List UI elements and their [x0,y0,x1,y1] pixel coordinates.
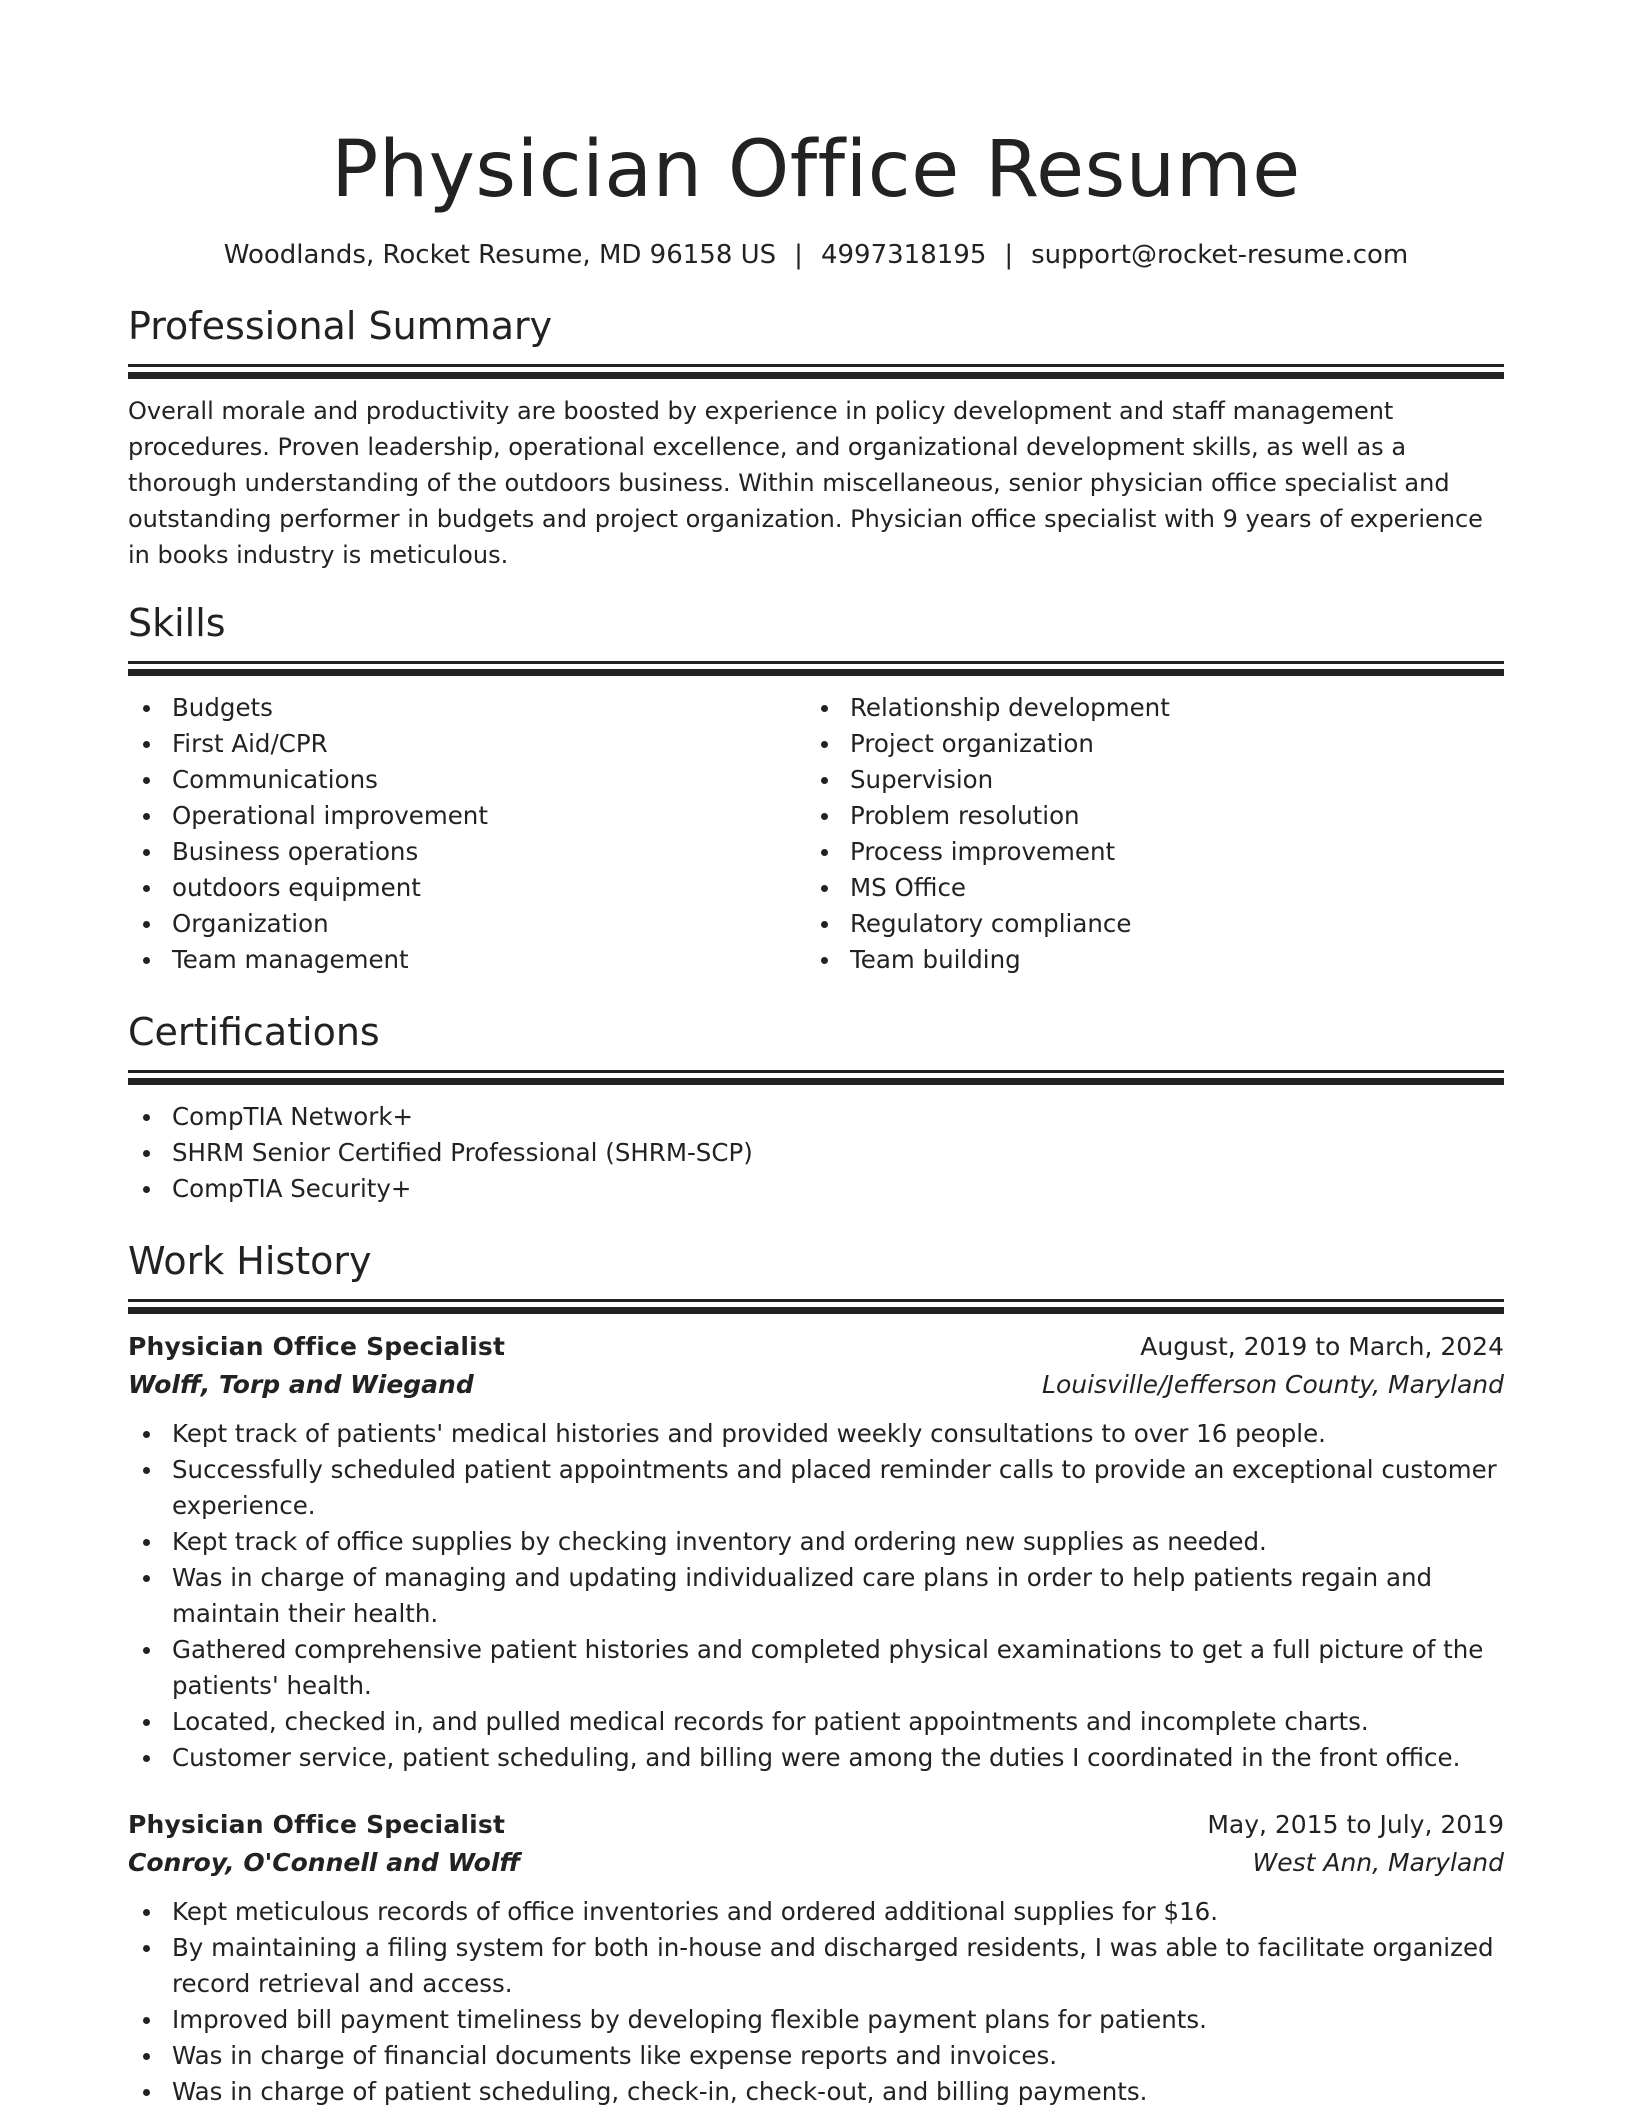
list-item: Gathered comprehensive patient histories and completed physical examinations to get a full picture of the patients' health. [128,1632,1504,1704]
section-divider [128,661,1504,664]
section-divider-thick [128,1307,1504,1314]
job-bullets [128,1416,1504,1776]
job-dates: May, 2015 to July, 2019 [1207,1810,1504,1839]
contact-address: Woodlands, Rocket Resume, MD 96158 US [223,240,777,270]
job-subheader [128,1844,1504,1882]
job-company: Wolff, Torp and Wiegand [128,1370,474,1399]
section-divider-thick [128,372,1504,379]
list-item: Problem resolution [806,798,1484,834]
section-title-work-history: Work History [128,1239,372,1283]
list-item: SHRM Senior Certified Professional (SHRM-SCP) [128,1135,1504,1171]
list-item: Successfully scheduled patient appointments and placed reminder calls to provide an exceptional customer experience. [128,1452,1504,1524]
skills-list-left [128,690,806,978]
list-item: Relationship development [806,690,1484,726]
job-title: Physician Office Specialist [128,1810,506,1839]
section-divider-thick [128,669,1504,676]
list-item: CompTIA Network+ [128,1099,1504,1135]
list-item: MS Office [806,870,1484,906]
list-item: Customer service, patient scheduling, and billing were among the duties I coordinated in the front office. [128,1740,1504,1776]
skills-list-right [806,690,1484,978]
job-location: West Ann, Maryland [1252,1848,1504,1877]
certifications-section [128,1008,1504,1207]
contact-phone: 4997318195 [820,240,987,270]
job-header [128,1806,1504,1844]
section-divider [128,1299,1504,1302]
list-item: Kept meticulous records of office inventories and ordered additional supplies for $16. [128,1894,1504,1930]
list-item: First Aid/CPR [128,726,806,762]
skills-section [128,599,1504,978]
contact-line [128,238,1504,272]
job-header [128,1328,1504,1366]
list-item: Project organization [806,726,1484,762]
list-item: Operational improvement [128,798,806,834]
list-item: Team management [128,942,806,978]
list-item: CompTIA Security+ [128,1171,1504,1207]
list-item: Budgets [128,690,806,726]
section-title-certifications: Certifications [128,1010,380,1054]
list-item: Was in charge of financial documents like expense reports and invoices. [128,2038,1504,2074]
job-subheader [128,1366,1504,1404]
list-item: Kept track of patients' medical histories and provided weekly consultations to over 16 people. [128,1416,1504,1452]
list-item: Organization [128,906,806,942]
summary-text: Overall morale and productivity are boosted by experience in policy development and staff management procedures. Proven leadership, operational excellence, and organizational development skills, as well as a thorough understanding of the outdoors business. Within miscellaneous, senior physician office specialist and outstanding performer in budgets and project organization. Physician office specialist with 9 years of experience in books industry is meticulous. [128,397,1483,569]
list-item: Communications [128,762,806,798]
contact-email: support@rocket-resume.com [1031,240,1409,270]
section-divider [128,1070,1504,1073]
job-entry [128,1806,1504,2110]
list-item: Team building [806,942,1484,978]
list-item: Process improvement [806,834,1484,870]
work-history-section [128,1237,1504,2110]
contact-separator: | [794,240,803,270]
job-location: Louisville/Jefferson County, Maryland [1042,1370,1504,1399]
page-title: Physician Office Resume [331,125,1301,215]
section-divider [128,364,1504,367]
list-item: Located, checked in, and pulled medical records for patient appointments and incomplete charts. [128,1704,1504,1740]
list-item: Business operations [128,834,806,870]
job-title: Physician Office Specialist [128,1332,506,1361]
section-divider-thick [128,1078,1504,1085]
list-item: Supervision [806,762,1484,798]
certifications-list [128,1099,1504,1207]
skills-columns [128,690,1504,978]
list-item: Kept track of office supplies by checking inventory and ordering new supplies as needed. [128,1524,1504,1560]
job-company: Conroy, O'Connell and Wolff [128,1848,521,1877]
job-entry [128,1328,1504,1776]
list-item: Was in charge of patient scheduling, check-in, check-out, and billing payments. [128,2074,1504,2110]
list-item: By maintaining a filing system for both in-house and discharged residents, I was able to facilitate organized record retrieval and access. [128,1930,1504,2002]
list-item: Was in charge of managing and updating individualized care plans in order to help patients regain and maintain their health. [128,1560,1504,1632]
list-item: Improved bill payment timeliness by developing flexible payment plans for patients. [128,2002,1504,2038]
job-dates: August, 2019 to March, 2024 [1140,1332,1504,1361]
section-title-skills: Skills [128,601,226,645]
contact-separator: | [1004,240,1014,270]
section-title-summary: Professional Summary [128,304,553,348]
resume-page [128,0,1504,2110]
list-item: Regulatory compliance [806,906,1484,942]
list-item: outdoors equipment [128,870,806,906]
job-bullets [128,1894,1504,2110]
summary-section [128,302,1504,573]
